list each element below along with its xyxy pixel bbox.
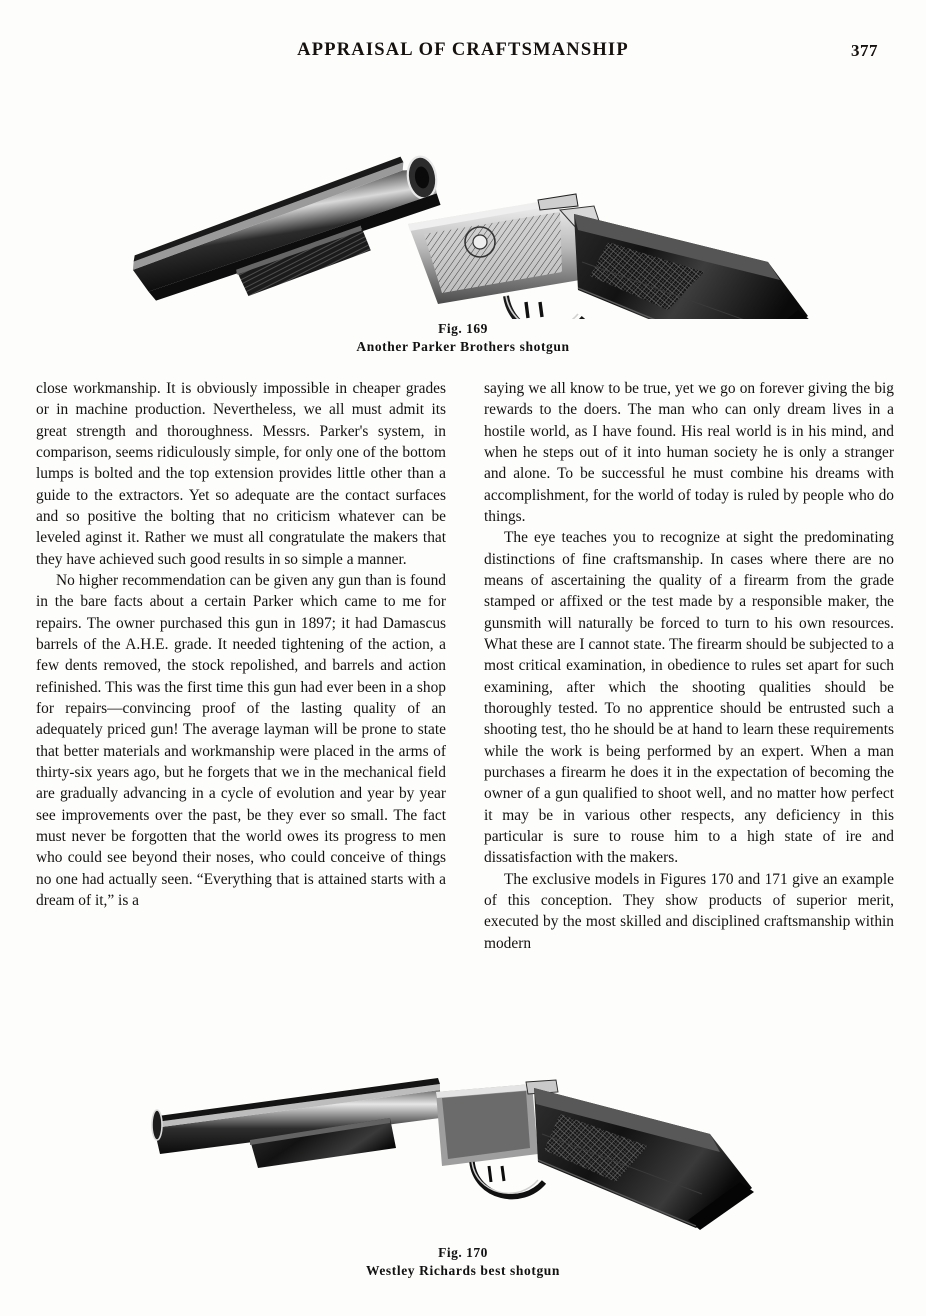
paragraph: saying we all know to be true, yet we go on forever giving the big rewards to the doers. The man who can only dream lives in a hostile world, as I have found. His real world is in his mind, and when he steps out of it into human society he is only a stranger and alone. To be successful he must combine his dreams with accomplishment, for the world of today is ruled by people who do things. bbox=[484, 380, 894, 525]
paragraph: No higher recommendation can be given any gun than is found in the bare facts about a certain Parker which came to me for repairs. The owner purchased this gun in 1897; it had Damascus barrels of the A.H.E. grade. It needed tightening of the action, a few dents removed, the stock repolished, and barrels and action refinished. This was the first time this gun had ever been in a shop for repairs—convincing proof of the lasting quality of an adequately priced gun! The average layman will be prone to state that better materials and workmanship were placed in the arms of thirty-six years ago, but he forgets that we in the mechanical field are gradually advancing in a cycle of evolution and year by year see improvements over the past, be they ever so small. The fact must never be forgotten that the world owes its progress to men who could see beyond their noses, who could conceive of things no one had actually seen. “Everything that is attained starts with a dream of it,” is a bbox=[36, 571, 446, 909]
paragraph: The exclusive models in Figures 170 and 171 give an example of this conception. They show products of superior merit, executed by the most skilled and disciplined craftsmanship within modern bbox=[484, 870, 894, 952]
figure-170-text: Westley Richards best shotgun bbox=[365, 1263, 561, 1279]
figure-169-caption bbox=[0, 320, 926, 356]
page-title: APPRAISAL OF CRAFTSMANSHIP bbox=[297, 40, 629, 60]
shotgun-boxlock-illustration bbox=[140, 1062, 800, 1242]
figure-170-caption bbox=[0, 1244, 926, 1280]
figure-169-label: Fig. 169 bbox=[438, 321, 488, 336]
figure-169-image bbox=[108, 74, 826, 319]
body-columns bbox=[36, 378, 894, 1053]
page-number: 377 bbox=[851, 41, 878, 60]
paragraph: close workmanship. It is obviously impossible in cheaper grades or in machine production. Nevertheless, we all must admit its great strength and thoroughness. Messrs. Parker's system, in comparison, seems ridiculously simple, for only one of the bottom lumps is bolted and the top extension provides little other than a guide to the extractors. Yet so adequate are the contact surfaces and so positive the bolting that no criticism whatever can be leveled aginst it. Rather we must all congratulate the makers that they have achieved such good results in so simple a manner. bbox=[36, 380, 446, 568]
figure-170-label: Fig. 170 bbox=[438, 1245, 488, 1260]
left-column bbox=[36, 378, 446, 1053]
right-column bbox=[484, 378, 894, 1053]
figure-169-text: Another Parker Brothers shotgun bbox=[356, 339, 570, 355]
figure-170-image bbox=[140, 1062, 800, 1242]
shotgun-side-by-side-illustration bbox=[108, 74, 826, 319]
running-head bbox=[0, 40, 926, 64]
paragraph: The eye teaches you to recognize at sight the predominating distinctions of fine craftsmanship. In cases where there are no means of ascertaining the quality of a firearm from the grade stamped or affixed or the test made by a responsible maker, the gunsmith will naturally be forced to turn to his own resources. What these are I cannot state. The firearm should be subjected to a most critical examination, in obedience to rules set apart for such examining, after which the shooting qualities should be thoroughly tested. To no apprentice should be entrusted such a shooting test, tho he should be at hand to learn these requirements while the work is being performed by an expert. When a man purchases a firearm he does it in the expectation of becoming the owner of a gun qualified to shoot well, and no matter how perfect it may be in various other respects, any deficiency in this particular is sure to rouse him to a high state of ire and dissatisfaction with the makers. bbox=[484, 529, 894, 867]
